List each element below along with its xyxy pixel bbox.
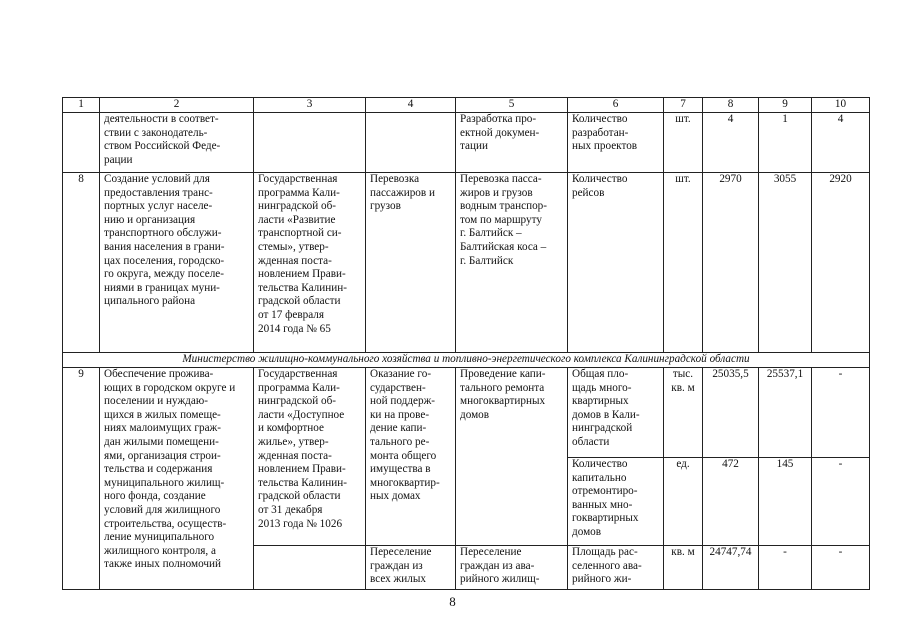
- value-cell: 2970: [703, 173, 759, 353]
- text-line: ством Российской Феде-: [104, 140, 221, 153]
- text-line: Балтийская коса –: [460, 240, 547, 253]
- program-cell: [254, 173, 366, 353]
- text-line: тации: [460, 140, 488, 153]
- indicator-cell: [568, 546, 664, 590]
- text-line: и комфортное: [258, 422, 324, 435]
- text-line: дение капи-: [370, 422, 427, 435]
- indicator-cell: [568, 113, 664, 173]
- text-line: тального ремонта: [460, 381, 545, 394]
- text-line: предоставления транс-: [104, 186, 213, 199]
- text-line: ющих в городском округе и: [104, 381, 236, 394]
- text-line: г. Балтийск: [460, 254, 514, 267]
- unit-cell: [664, 368, 703, 458]
- value-cell: 4: [703, 113, 759, 173]
- table-row: [63, 368, 870, 458]
- column-number-2: 2: [100, 98, 254, 113]
- powers-cell: [100, 113, 254, 173]
- text-line: Создание условий для: [104, 173, 210, 185]
- text-line: Количество: [572, 458, 628, 470]
- indicator-cell: [568, 458, 664, 546]
- text-line: Переселение: [460, 546, 522, 558]
- text-line: тельства и содержания: [104, 463, 213, 476]
- text-line: программа Кали-: [258, 186, 340, 199]
- text-line: разработан-: [572, 126, 629, 139]
- program-cell: [254, 113, 366, 173]
- text-line: тыс.: [672, 368, 694, 380]
- text-line: Государственная: [258, 368, 338, 380]
- value-cell: 472: [703, 458, 759, 546]
- value-cell: 3055: [759, 173, 812, 353]
- text-line: ванных мно-: [572, 498, 633, 511]
- text-line: щихся в жилых помеще-: [104, 408, 221, 421]
- text-line: Переселение: [370, 546, 432, 558]
- text-line: Перевозка пасса-: [460, 173, 542, 185]
- text-line: ствии с законодатель-: [104, 126, 208, 139]
- text-line: г. Балтийск –: [460, 227, 522, 240]
- unit-cell: кв. м: [664, 546, 703, 590]
- text-line: граждан из ава-: [460, 559, 535, 572]
- text-line: цах поселения, городско-: [104, 254, 225, 267]
- text-line: домов: [572, 525, 602, 538]
- program-cell: [254, 546, 366, 590]
- column-number-10: 10: [812, 98, 870, 113]
- ministry-heading: Министерство жилищно-коммунального хозяйства и топливно-энергетического комплекса Калининградской области: [63, 353, 870, 368]
- text-line: новлением Прави-: [258, 268, 346, 281]
- text-line: монта общего: [370, 449, 437, 462]
- text-line: домов в Кали-: [572, 408, 640, 421]
- text-line: Количество: [572, 113, 628, 125]
- text-line: вания населения в грани-: [104, 240, 225, 253]
- text-line: сударствен-: [370, 381, 426, 394]
- text-line: тельства Калинин-: [258, 281, 347, 294]
- text-line: Перевозка: [370, 173, 420, 185]
- text-line: области: [572, 435, 610, 448]
- row-number-cell: [63, 113, 100, 173]
- column-number-9: 9: [759, 98, 812, 113]
- text-line: транспортного обслужи-: [104, 227, 222, 240]
- value-cell: -: [812, 546, 870, 590]
- table-row: [63, 173, 870, 353]
- text-line: отремонтиро-: [572, 485, 638, 498]
- text-line: жденная поста-: [258, 254, 332, 267]
- value-cell: 145: [759, 458, 812, 546]
- value-cell: 25035,5: [703, 368, 759, 458]
- text-line: ление муниципального: [104, 531, 215, 544]
- text-line: го округа, между поселе-: [104, 268, 224, 281]
- text-line: стемы», утвер-: [258, 240, 329, 253]
- column-number-5: 5: [456, 98, 568, 113]
- text-line: граждан из: [370, 559, 423, 572]
- text-line: гоквартирных: [572, 512, 639, 525]
- text-line: пассажиров и: [370, 186, 435, 199]
- text-line: дан жилыми помещени-: [104, 435, 219, 448]
- text-line: ных домах: [370, 490, 421, 503]
- value-cell: -: [812, 368, 870, 458]
- text-line: Оказание го-: [370, 368, 432, 380]
- text-line: нию и организация: [104, 213, 196, 226]
- text-line: муниципального жилищ-: [104, 476, 225, 489]
- text-line: строительства, осуществ-: [104, 517, 227, 530]
- text-line: кв. м: [671, 381, 695, 394]
- row-number-cell: 9: [63, 368, 100, 590]
- column-number-6: 6: [568, 98, 664, 113]
- text-line: ниях малоимущих граж-: [104, 422, 222, 435]
- text-line: рации: [104, 153, 133, 166]
- text-line: имущества в: [370, 463, 431, 476]
- text-line: щадь много-: [572, 381, 632, 394]
- text-line: ласти «Развитие: [258, 213, 336, 226]
- text-line: также иных полномочий: [104, 558, 222, 571]
- value-cell: 24747,74: [703, 546, 759, 590]
- text-line: рийного жи-: [572, 573, 632, 586]
- text-line: ципального района: [104, 295, 196, 308]
- text-line: рийного жилищ-: [460, 573, 540, 586]
- text-line: поселении и нуждаю-: [104, 395, 208, 408]
- text-line: градской области: [258, 295, 341, 308]
- text-line: новлением Прави-: [258, 463, 346, 476]
- value-cell: 2920: [812, 173, 870, 353]
- text-line: условий для жилищного: [104, 503, 221, 516]
- value-cell: -: [812, 458, 870, 546]
- column-number-7: 7: [664, 98, 703, 113]
- text-line: многоквартирных: [460, 395, 546, 408]
- event-cell: [456, 113, 568, 173]
- text-line: транспортной си-: [258, 227, 342, 240]
- text-line: Проведение капи-: [460, 368, 546, 380]
- unit-cell: шт.: [664, 173, 703, 353]
- text-line: деятельности в соответ-: [104, 113, 219, 125]
- page-number: 8: [449, 594, 456, 609]
- text-line: жилье», утвер-: [258, 435, 329, 448]
- program-cell: [254, 368, 366, 546]
- text-line: жилищного контроля, а: [104, 544, 216, 557]
- text-line: Общая пло-: [572, 368, 629, 380]
- text-line: ями, организация строи-: [104, 449, 221, 462]
- service-cell: [366, 368, 456, 546]
- text-line: тельства Калинин-: [258, 476, 347, 489]
- column-number-3: 3: [254, 98, 366, 113]
- text-line: Обеспечение прожива-: [104, 368, 214, 380]
- indicator-cell: [568, 368, 664, 458]
- value-cell: 25537,1: [759, 368, 812, 458]
- powers-cell: [100, 173, 254, 353]
- value-cell: -: [759, 546, 812, 590]
- text-line: нинградской об-: [258, 395, 337, 408]
- text-line: ных проектов: [572, 140, 638, 153]
- text-line: ки на прове-: [370, 408, 430, 421]
- text-line: градской области: [258, 490, 341, 503]
- text-line: всех жилых: [370, 573, 426, 586]
- text-line: программа Кали-: [258, 381, 340, 394]
- service-cell: [366, 546, 456, 590]
- value-cell: 1: [759, 113, 812, 173]
- event-cell: [456, 173, 568, 353]
- ministry-row: [63, 353, 870, 368]
- text-line: квартирных: [572, 395, 629, 408]
- row-number-cell: 8: [63, 173, 100, 353]
- text-line: портных услуг населе-: [104, 200, 213, 213]
- column-number-4: 4: [366, 98, 456, 113]
- powers-cell: [100, 368, 254, 590]
- text-line: том по маршруту: [460, 213, 542, 226]
- table-row: [63, 113, 870, 173]
- text-line: ласти «Доступное: [258, 408, 345, 421]
- text-line: 2014 года № 65: [258, 322, 331, 335]
- text-line: рейсов: [572, 186, 605, 199]
- text-line: ниями в границах муни-: [104, 281, 220, 294]
- text-line: ной поддерж-: [370, 395, 436, 408]
- event-cell: [456, 546, 568, 590]
- text-line: ного фонда, создание: [104, 490, 206, 503]
- unit-cell: ед.: [664, 458, 703, 546]
- indicator-cell: [568, 173, 664, 353]
- text-line: водным транспор-: [460, 200, 547, 213]
- event-cell: [456, 368, 568, 546]
- column-number-1: 1: [63, 98, 100, 113]
- text-line: ектной докумен-: [460, 126, 540, 139]
- column-number-row: [63, 98, 870, 113]
- text-line: капитально: [572, 471, 627, 484]
- text-line: нинградской об-: [258, 200, 337, 213]
- column-number-8: 8: [703, 98, 759, 113]
- text-line: селенного ава-: [572, 559, 642, 572]
- text-line: грузов: [370, 200, 401, 213]
- text-line: от 17 февраля: [258, 308, 324, 321]
- text-line: жденная поста-: [258, 449, 332, 462]
- text-line: домов: [460, 408, 490, 421]
- text-line: нинградской: [572, 422, 633, 435]
- text-line: тального ре-: [370, 435, 430, 448]
- text-line: многоквартир-: [370, 476, 440, 489]
- text-line: от 31 декабря: [258, 503, 323, 516]
- value-cell: 4: [812, 113, 870, 173]
- text-line: Количество: [572, 173, 628, 185]
- text-line: Площадь рас-: [572, 546, 638, 558]
- text-line: жиров и грузов: [460, 186, 533, 199]
- unit-cell: шт.: [664, 113, 703, 173]
- service-cell: [366, 113, 456, 173]
- service-cell: [366, 173, 456, 353]
- text-line: Разработка про-: [460, 113, 537, 125]
- program-table: [62, 97, 870, 590]
- text-line: Государственная: [258, 173, 338, 185]
- text-line: 2013 года № 1026: [258, 517, 343, 530]
